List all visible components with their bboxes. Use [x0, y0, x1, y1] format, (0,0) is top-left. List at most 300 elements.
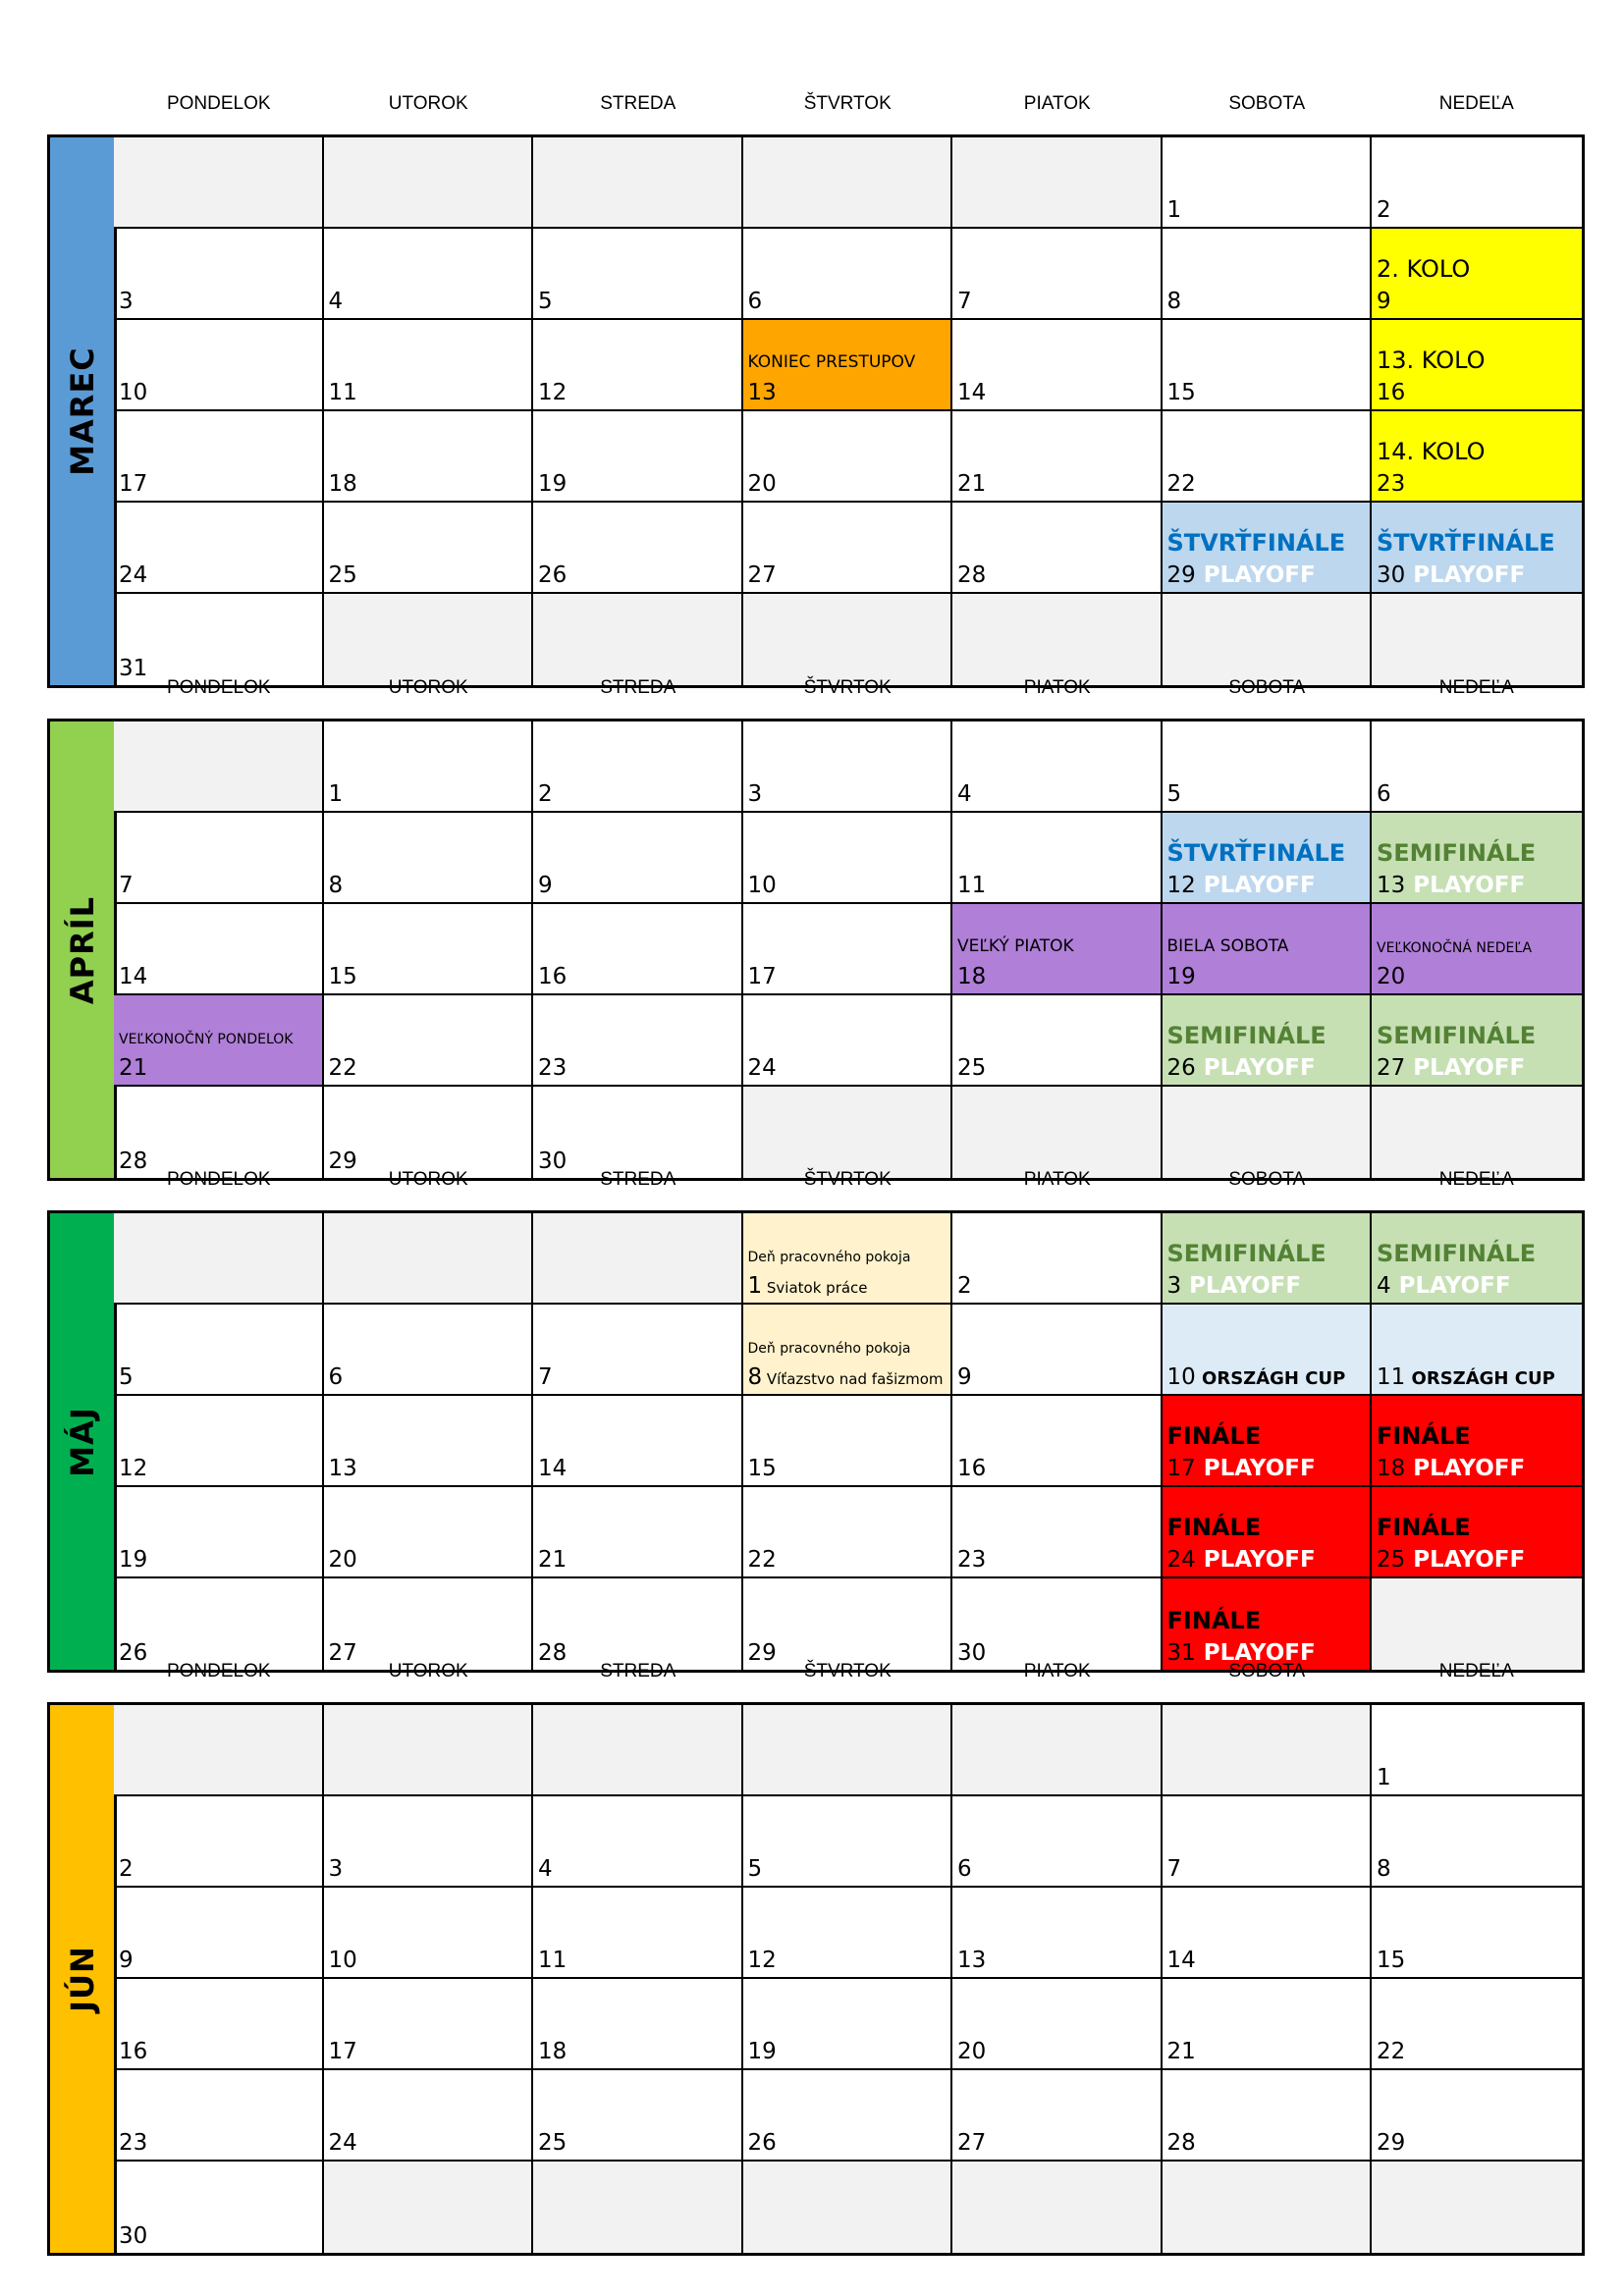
day-line — [119, 380, 147, 405]
day-line — [119, 2039, 147, 2064]
empty-day-cell — [743, 1705, 953, 1796]
day-line — [119, 1547, 147, 1573]
day-number: 13 — [957, 1948, 987, 1973]
weekday-label: UTOROK — [388, 677, 468, 698]
day-line — [1377, 964, 1405, 989]
day-line — [119, 1856, 134, 1882]
empty-day-cell — [743, 1087, 953, 1178]
empty-day-cell — [743, 594, 953, 685]
day-cell — [743, 229, 953, 320]
day-number: 12 — [747, 1948, 777, 1973]
weekday-label: ŠTVRTOK — [803, 677, 892, 698]
day-cell — [952, 813, 1163, 904]
day-number: 22 — [747, 1547, 777, 1573]
weekday-label: PIATOK — [1023, 677, 1091, 698]
day-cell — [114, 1305, 324, 1396]
day-line — [957, 964, 986, 989]
day-number: 5 — [1166, 781, 1182, 807]
day-number: 30 — [119, 2223, 148, 2249]
weekday-header — [47, 1169, 1585, 1191]
empty-day-cell — [324, 594, 534, 685]
empty-day-cell — [1372, 2162, 1582, 2253]
day-line — [119, 2130, 147, 2156]
day-cell — [533, 904, 743, 995]
day-line — [1377, 471, 1405, 497]
weekday-label: NEDEĽA — [1438, 93, 1514, 114]
day-line — [1167, 1364, 1346, 1390]
day-line — [538, 562, 567, 588]
day-line — [329, 964, 357, 989]
event-subtitle: Sviatok práce — [762, 1279, 868, 1297]
day-line — [1377, 197, 1391, 223]
day-cell — [1163, 813, 1373, 904]
day-cell — [1163, 229, 1373, 320]
day-cell — [1163, 1487, 1373, 1578]
event-title: Deň pracovného pokoja — [747, 1341, 911, 1357]
event-subtitle: PLAYOFF — [1195, 1456, 1316, 1481]
day-number: 11 — [328, 380, 357, 405]
day-cell — [533, 1087, 743, 1178]
day-line — [1167, 1948, 1196, 1973]
day-cell — [952, 1305, 1163, 1396]
empty-day-cell — [533, 2162, 743, 2253]
day-number: 17 — [747, 964, 777, 989]
weekday-label: PIATOK — [1023, 1661, 1091, 1682]
day-line — [957, 1364, 972, 1390]
weekday-label: STREDA — [600, 1169, 677, 1190]
month-grid — [47, 1702, 1585, 2256]
event-subtitle: ORSZÁGH CUP — [1405, 1368, 1555, 1389]
event-title: ŠTVRŤFINÁLE — [1166, 839, 1346, 867]
day-number: 25 — [957, 1055, 987, 1081]
day-number: 3 — [747, 781, 763, 807]
day-number: 19 — [1166, 964, 1196, 989]
day-cell — [324, 1796, 534, 1888]
weekday-label: PONDELOK — [166, 677, 271, 698]
weekday-header — [47, 677, 1585, 699]
day-number: 6 — [1377, 781, 1391, 807]
month-grid — [47, 1210, 1585, 1673]
day-cell — [114, 1396, 324, 1487]
day-cell — [114, 904, 324, 995]
day-line — [119, 1364, 134, 1390]
day-number: 29 — [328, 1148, 357, 1174]
event-title: SEMIFINÁLE — [1377, 1022, 1537, 1049]
day-number: 20 — [747, 471, 777, 497]
day-number: 7 — [1166, 1856, 1182, 1882]
day-number: 24 — [1166, 1547, 1196, 1573]
empty-day-cell — [324, 1705, 534, 1796]
day-number: 1 — [1377, 1765, 1391, 1790]
day-line — [957, 2130, 986, 2156]
day-line — [748, 1273, 868, 1299]
day-number: 25 — [1377, 1547, 1406, 1573]
day-number: 8 — [1166, 289, 1182, 314]
day-number: 6 — [328, 1364, 344, 1390]
day-cell — [743, 1979, 953, 2070]
event-subtitle: PLAYOFF — [1181, 1273, 1302, 1299]
weekday-label: PIATOK — [1023, 93, 1091, 114]
day-number: 21 — [957, 471, 987, 497]
day-number: 7 — [957, 289, 972, 314]
empty-day-cell — [533, 594, 743, 685]
empty-day-cell — [1372, 594, 1582, 685]
day-number: 11 — [538, 1948, 568, 1973]
day-number: 4 — [538, 1856, 553, 1882]
day-number: 26 — [747, 2130, 777, 2156]
day-line — [329, 289, 344, 314]
day-number: 5 — [119, 1364, 134, 1390]
empty-day-cell — [743, 137, 953, 229]
empty-day-cell — [324, 1213, 534, 1305]
day-cell — [533, 2070, 743, 2162]
day-cell — [324, 1578, 534, 1670]
day-line — [957, 562, 986, 588]
day-number: 9 — [538, 873, 553, 898]
day-line — [748, 1456, 777, 1481]
day-number: 3 — [119, 289, 134, 314]
day-cell — [1163, 1396, 1373, 1487]
day-cell — [324, 1087, 534, 1178]
weekday-label: ŠTVRTOK — [803, 1169, 892, 1190]
day-line — [1167, 380, 1196, 405]
event-title: VEĽKONOČNÁ NEDEĽA — [1377, 940, 1533, 956]
day-number: 16 — [538, 964, 568, 989]
day-line — [1377, 1948, 1405, 1973]
day-cell — [533, 1796, 743, 1888]
day-number: 14 — [1166, 1948, 1196, 1973]
day-line — [748, 2039, 777, 2064]
event-title: ŠTVRŤFINÁLE — [1377, 529, 1555, 557]
event-subtitle: PLAYOFF — [1390, 1273, 1511, 1299]
event-subtitle: PLAYOFF — [1195, 1640, 1316, 1666]
day-cell — [324, 411, 534, 503]
event-title: FINÁLE — [1377, 1422, 1471, 1450]
empty-day-cell — [1372, 1578, 1582, 1670]
day-cell — [1372, 1979, 1582, 2070]
day-line — [957, 1273, 972, 1299]
event-subtitle: Víťazstvo nad fašizmom — [762, 1370, 944, 1388]
day-line — [538, 2130, 567, 2156]
day-cell — [952, 904, 1163, 995]
day-cell — [1163, 1888, 1373, 1979]
day-number: 23 — [957, 1547, 987, 1573]
empty-day-cell — [1163, 1705, 1373, 1796]
day-number: 25 — [538, 2130, 568, 2156]
day-cell — [743, 995, 953, 1087]
day-line — [538, 471, 567, 497]
day-cell — [533, 995, 743, 1087]
day-number: 11 — [957, 873, 987, 898]
day-cell — [533, 1487, 743, 1578]
day-line — [957, 781, 972, 807]
weekday-label: UTOROK — [388, 93, 468, 114]
day-number: 1 — [328, 781, 344, 807]
day-number: 22 — [328, 1055, 357, 1081]
day-cell — [1372, 995, 1582, 1087]
day-cell — [533, 721, 743, 813]
empty-day-cell — [952, 137, 1163, 229]
day-number: 21 — [538, 1547, 568, 1573]
day-number: 10 — [119, 380, 148, 405]
day-line — [748, 289, 763, 314]
day-number: 18 — [957, 964, 987, 989]
day-line — [957, 471, 986, 497]
day-cell — [1163, 137, 1373, 229]
day-line — [329, 781, 344, 807]
event-subtitle: PLAYOFF — [1405, 1547, 1526, 1573]
day-number: 21 — [1166, 2039, 1196, 2064]
empty-day-cell — [952, 1087, 1163, 1178]
day-cell — [1163, 1578, 1373, 1670]
day-cell — [1372, 137, 1582, 229]
day-line — [1167, 873, 1316, 898]
empty-day-cell — [533, 137, 743, 229]
day-line — [957, 1547, 986, 1573]
day-line — [1167, 2130, 1196, 2156]
day-cell — [1163, 1796, 1373, 1888]
day-cell — [1163, 1305, 1373, 1396]
day-number: 7 — [538, 1364, 553, 1390]
day-line — [1377, 1856, 1391, 1882]
day-cell — [1372, 1487, 1582, 1578]
day-cell — [952, 411, 1163, 503]
day-cell — [533, 229, 743, 320]
day-cell — [952, 503, 1163, 594]
weekday-label: NEDEĽA — [1438, 677, 1514, 698]
day-number: 28 — [538, 1640, 568, 1666]
day-number: 23 — [1377, 471, 1406, 497]
day-cell — [743, 904, 953, 995]
event-title: ŠTVRŤFINÁLE — [1166, 529, 1346, 557]
day-cell — [1372, 1213, 1582, 1305]
day-line — [329, 1364, 344, 1390]
day-number: 2 — [119, 1856, 134, 1882]
empty-day-cell — [1372, 1087, 1582, 1178]
day-number: 14 — [119, 964, 148, 989]
weekday-label: PONDELOK — [166, 1169, 271, 1190]
day-cell — [1372, 229, 1582, 320]
day-line — [538, 1055, 567, 1081]
day-line — [1377, 1765, 1391, 1790]
empty-day-cell — [114, 1705, 324, 1796]
day-line — [329, 1456, 357, 1481]
day-number: 14 — [538, 1456, 568, 1481]
day-line — [957, 1055, 986, 1081]
day-number: 21 — [119, 1055, 148, 1081]
empty-day-cell — [952, 2162, 1163, 2253]
day-cell — [743, 721, 953, 813]
day-number: 19 — [747, 2039, 777, 2064]
weekday-label: PONDELOK — [166, 93, 271, 114]
day-cell — [952, 1396, 1163, 1487]
empty-day-cell — [533, 1705, 743, 1796]
day-line — [748, 781, 763, 807]
day-line — [957, 873, 986, 898]
weekday-label: SOBOTA — [1228, 1169, 1306, 1190]
day-cell — [1163, 995, 1373, 1087]
day-line — [1377, 1273, 1511, 1299]
day-number: 2 — [1377, 197, 1391, 223]
day-cell — [1163, 320, 1373, 411]
day-cell — [114, 411, 324, 503]
day-line — [748, 1856, 763, 1882]
day-cell — [952, 320, 1163, 411]
weekday-label: STREDA — [600, 677, 677, 698]
empty-day-cell — [324, 137, 534, 229]
day-line — [329, 2130, 357, 2156]
day-cell — [114, 2162, 324, 2253]
event-subtitle: ORSZÁGH CUP — [1195, 1368, 1346, 1389]
day-number: 17 — [119, 471, 148, 497]
day-cell — [1372, 1705, 1582, 1796]
day-number: 29 — [747, 1640, 777, 1666]
weekday-label: ŠTVRTOK — [803, 93, 892, 114]
day-line — [329, 873, 344, 898]
day-line — [538, 964, 567, 989]
day-line — [329, 1055, 357, 1081]
day-number: 16 — [957, 1456, 987, 1481]
event-title: SEMIFINÁLE — [1377, 839, 1537, 867]
day-number: 26 — [538, 562, 568, 588]
day-line — [1377, 289, 1391, 314]
day-cell — [533, 813, 743, 904]
day-line — [538, 781, 553, 807]
weekday-label: NEDEĽA — [1438, 1661, 1514, 1682]
day-cell — [743, 1305, 953, 1396]
day-number: 9 — [1377, 289, 1391, 314]
weekday-label: SOBOTA — [1228, 1661, 1306, 1682]
day-cell — [324, 813, 534, 904]
day-number: 2 — [957, 1273, 972, 1299]
day-number: 9 — [957, 1364, 972, 1390]
weekday-label: PONDELOK — [166, 1661, 271, 1682]
day-number: 4 — [1377, 1273, 1391, 1299]
weekday-label: SOBOTA — [1228, 677, 1306, 698]
day-number: 1 — [747, 1273, 763, 1299]
day-number: 4 — [957, 781, 972, 807]
day-number: 30 — [538, 1148, 568, 1174]
day-line — [119, 2223, 147, 2249]
day-cell — [1163, 2070, 1373, 2162]
day-cell — [114, 813, 324, 904]
event-subtitle: PLAYOFF — [1405, 1055, 1526, 1081]
day-number: 4 — [328, 289, 344, 314]
day-line — [957, 380, 986, 405]
day-line — [1377, 1055, 1525, 1081]
day-number: 27 — [1377, 1055, 1406, 1081]
day-line — [957, 1456, 986, 1481]
day-cell — [114, 1087, 324, 1178]
day-number: 13 — [328, 1456, 357, 1481]
day-line — [538, 1364, 553, 1390]
event-title: 13. KOLO — [1377, 347, 1486, 374]
day-number: 15 — [1166, 380, 1196, 405]
day-number: 18 — [328, 471, 357, 497]
day-line — [957, 1948, 986, 1973]
day-line — [329, 380, 357, 405]
day-cell — [952, 1578, 1163, 1670]
day-line — [119, 873, 134, 898]
day-cell — [743, 1578, 953, 1670]
day-cell — [1372, 813, 1582, 904]
day-cell — [952, 1888, 1163, 1979]
empty-day-cell — [324, 2162, 534, 2253]
event-title: BIELA SOBOTA — [1166, 936, 1289, 956]
day-line — [329, 562, 357, 588]
day-number: 23 — [119, 2130, 148, 2156]
empty-day-cell — [1163, 1087, 1373, 1178]
day-line — [957, 289, 972, 314]
day-number: 27 — [957, 2130, 987, 2156]
day-number: 3 — [1166, 1273, 1182, 1299]
day-cell — [743, 1396, 953, 1487]
day-cell — [324, 1888, 534, 1979]
day-cell — [743, 1487, 953, 1578]
event-title: SEMIFINÁLE — [1166, 1022, 1326, 1049]
month-label — [50, 137, 117, 685]
day-line — [119, 562, 147, 588]
day-line — [1167, 197, 1182, 223]
day-number: 20 — [1377, 964, 1406, 989]
day-cell — [952, 229, 1163, 320]
day-number: 8 — [747, 1364, 763, 1390]
day-line — [538, 1948, 567, 1973]
day-cell — [533, 503, 743, 594]
day-cell — [743, 2070, 953, 2162]
day-line — [1377, 781, 1391, 807]
day-cell — [952, 1796, 1163, 1888]
weekday-header — [47, 1661, 1585, 1682]
day-number: 12 — [119, 1456, 148, 1481]
event-title: FINÁLE — [1377, 1514, 1471, 1541]
month-name: MÁJ — [63, 1406, 101, 1477]
day-number: 28 — [957, 562, 987, 588]
day-line — [538, 2039, 567, 2064]
day-cell — [324, 1979, 534, 2070]
month-label — [50, 1213, 117, 1670]
day-cell — [114, 995, 324, 1087]
day-number: 30 — [1377, 562, 1406, 588]
day-number: 16 — [119, 2039, 148, 2064]
empty-day-cell — [1163, 594, 1373, 685]
day-cell — [952, 721, 1163, 813]
day-number: 18 — [538, 2039, 568, 2064]
day-cell — [324, 1305, 534, 1396]
day-cell — [324, 1487, 534, 1578]
day-number: 23 — [538, 1055, 568, 1081]
event-subtitle: PLAYOFF — [1195, 1055, 1316, 1081]
day-line — [1167, 2039, 1196, 2064]
month-grid — [47, 134, 1585, 688]
event-title: FINÁLE — [1166, 1607, 1262, 1634]
day-number: 10 — [747, 873, 777, 898]
weekday-label: STREDA — [600, 1661, 677, 1682]
event-title: KONIEC PRESTUPOV — [747, 352, 916, 372]
day-number: 28 — [119, 1148, 148, 1174]
day-cell — [1163, 721, 1373, 813]
day-cell — [114, 229, 324, 320]
day-cell — [952, 995, 1163, 1087]
day-number: 2 — [538, 781, 553, 807]
day-line — [1377, 2039, 1405, 2064]
day-number: 22 — [1377, 2039, 1406, 2064]
weekday-label: PIATOK — [1023, 1169, 1091, 1190]
day-number: 22 — [1166, 471, 1196, 497]
day-number: 1 — [1166, 197, 1182, 223]
day-line — [1377, 1364, 1555, 1390]
day-number: 12 — [1166, 873, 1196, 898]
